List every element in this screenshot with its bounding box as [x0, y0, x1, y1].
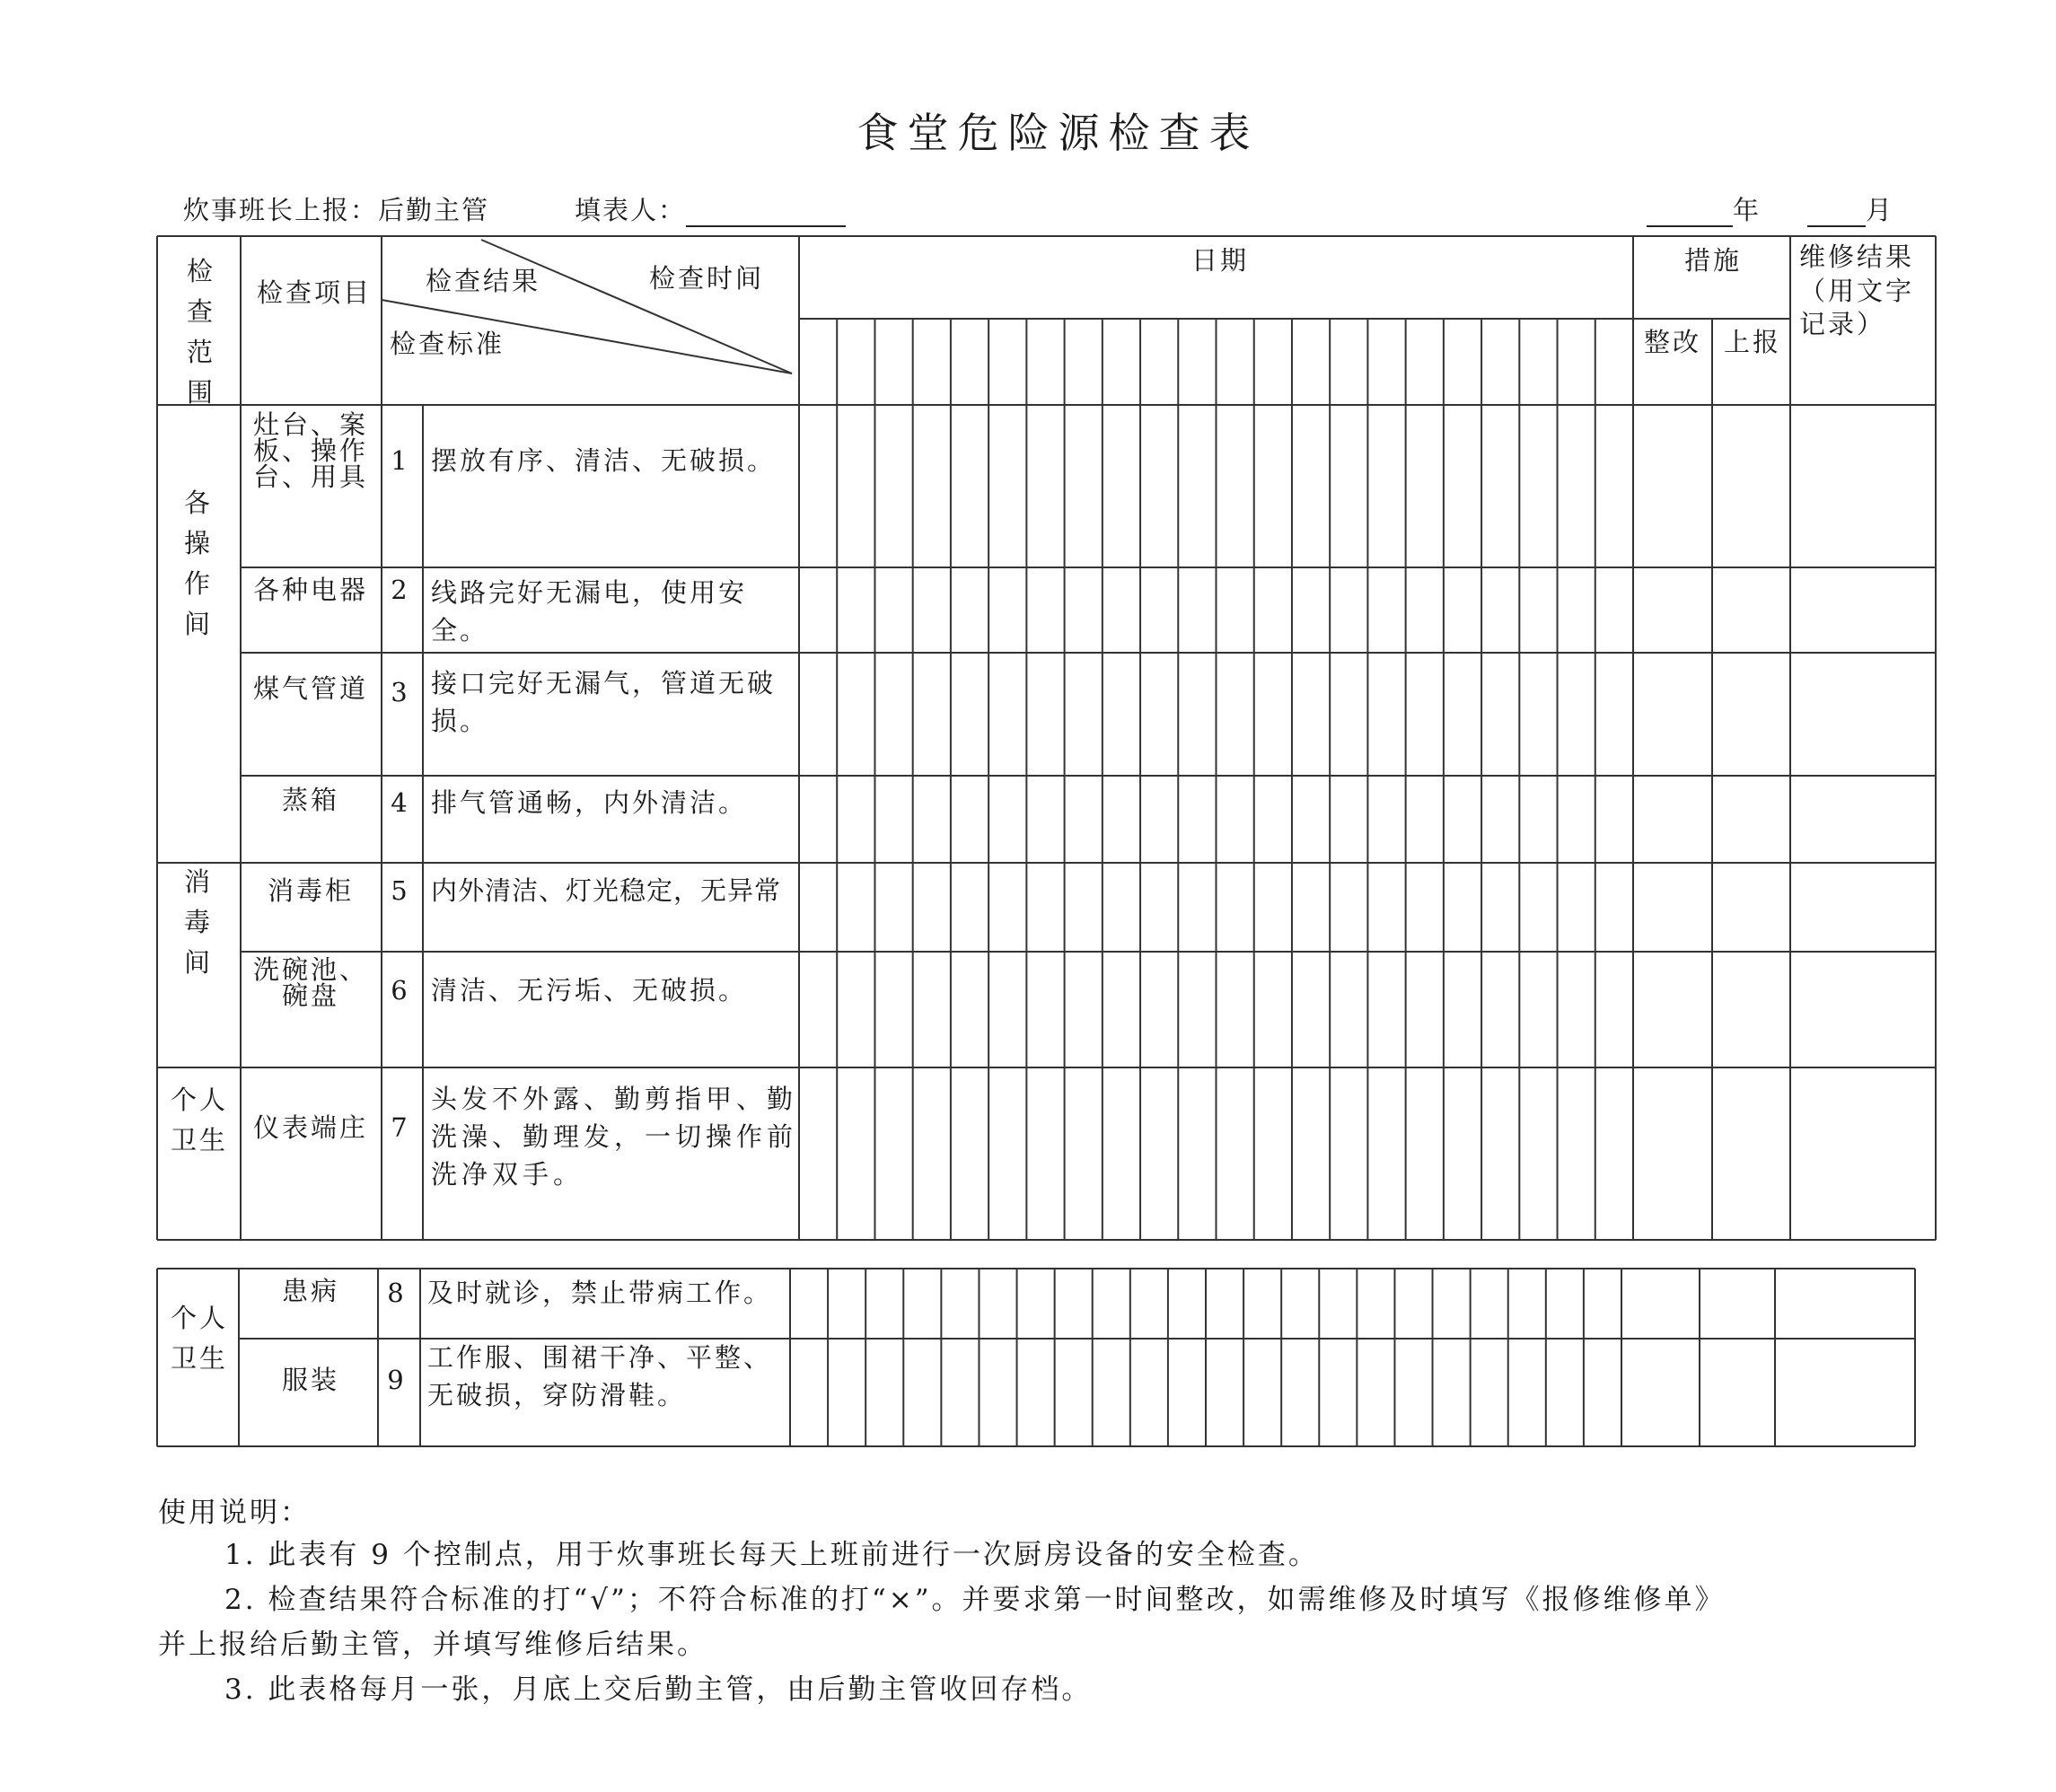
row-standard: 线路完好无漏电，使用安全。: [431, 577, 748, 646]
row-item: 消毒柜: [267, 875, 354, 906]
row-standard: 头发不外露、勤剪指甲、勤洗澡、勤理发，一切操作前洗净双手。: [431, 1084, 798, 1190]
row-number: 9: [387, 1365, 407, 1395]
row-standard: 内外清洁、灯光稳定，无异常: [431, 875, 782, 906]
row-item: 灶台、案板、操作台、用具: [252, 409, 368, 492]
month-label: 月: [1866, 195, 1894, 225]
note-item: 1. 此表有 9 个控制点，用于炊事班长每天上班前进行一次厨房设备的安全检查。: [224, 1539, 1319, 1571]
row-standard: 及时就诊，禁止带病工作。: [427, 1278, 773, 1308]
header-measures: 措施: [1684, 245, 1743, 276]
header-time: 检查时间: [649, 263, 765, 294]
header-diagonal: [481, 240, 792, 373]
note-item: 2. 检查结果符合标准的打“√”；不符合标准的打“×”。并要求第一时间整改，如需维修及时填写《报修维修单》: [224, 1584, 1726, 1616]
header-result: 检查结果: [426, 266, 541, 296]
row-item: 患病: [281, 1276, 339, 1306]
row-standard: 排气管通畅，内外清洁。: [431, 787, 748, 818]
continued-table-lines: [157, 1269, 1915, 1446]
note-item: 3. 此表格每月一张，月底上交后勤主管，由后勤主管收回存档。: [224, 1673, 1093, 1706]
filler-label: 填表人：: [575, 195, 687, 225]
group-label: 个人卫生: [171, 1085, 229, 1155]
row-standard: 摆放有序、清洁、无破损。: [431, 445, 777, 476]
notes-heading: 使用说明：: [158, 1497, 311, 1529]
report-line: 炊事班长上报：后勤主管: [183, 195, 490, 225]
row-number: 8: [387, 1278, 407, 1308]
group-label: 各操作间: [183, 488, 213, 639]
row-number: 5: [391, 875, 410, 906]
row-standard: 工作服、围裙干净、平整、无破损，穿防滑鞋。: [427, 1342, 773, 1411]
row-number: 4: [391, 787, 410, 818]
group-label: 个人卫生: [171, 1303, 229, 1374]
page-title: 食堂危险源检查表: [857, 109, 1260, 157]
row-item: 煤气管道: [252, 673, 368, 704]
header-standard: 检查标准: [390, 329, 505, 359]
main-table-lines: [157, 236, 1936, 1240]
row-standard: 接口完好无漏气，管道无破损。: [431, 668, 777, 737]
row-number: 7: [391, 1112, 410, 1143]
row-standard: 清洁、无污垢、无破损。: [431, 975, 748, 1006]
group-label: 消毒间: [183, 866, 213, 978]
header-repair-result: 维修结果（用文字记录）: [1799, 242, 1915, 340]
year-label: 年: [1733, 195, 1762, 225]
header-report: 上报: [1724, 327, 1782, 357]
row-item: 蒸箱: [281, 785, 339, 815]
row-item: 各种电器: [252, 575, 368, 605]
row-number: 2: [391, 575, 410, 605]
header-rectify: 整改: [1644, 327, 1702, 357]
header-item: 检查项目: [257, 277, 373, 308]
row-number: 1: [391, 445, 410, 476]
row-number: 6: [391, 975, 410, 1006]
header-date: 日期: [1191, 245, 1250, 276]
row-item: 仪表端庄: [252, 1112, 368, 1143]
row-item: 洗碗池、碗盘: [252, 954, 368, 1011]
header-scope: 检查范围: [186, 256, 215, 408]
row-item: 服装: [281, 1365, 339, 1395]
row-number: 3: [391, 677, 410, 707]
note-item: 并上报给后勤主管，并填写维修后结果。: [158, 1629, 707, 1661]
